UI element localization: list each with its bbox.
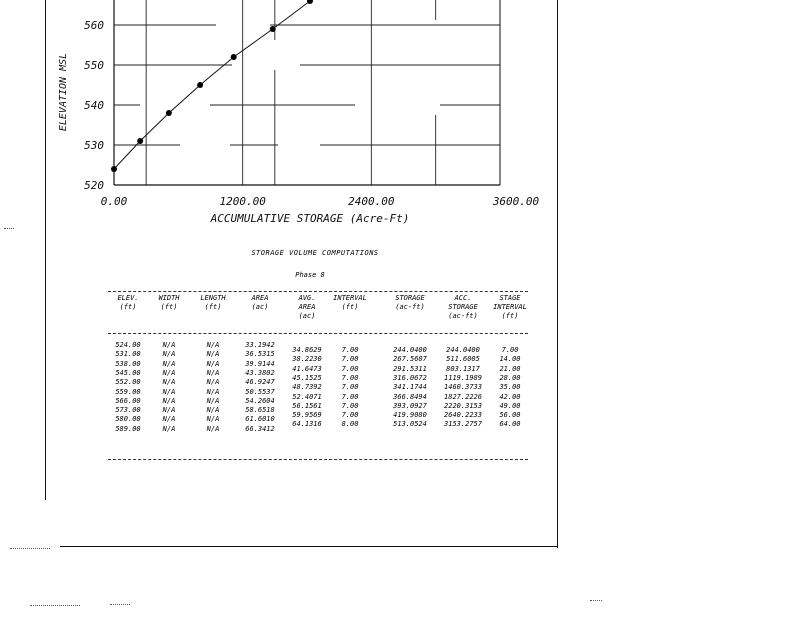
table-header-cell: STAGE INTERVAL (ft) bbox=[493, 294, 527, 320]
table-cell: 43.3802 bbox=[245, 368, 275, 377]
y-axis-label: ELEVATION MSL bbox=[58, 52, 69, 132]
table-cell: 7.00 bbox=[341, 383, 359, 392]
table-cell: 545.00 bbox=[115, 368, 141, 377]
table-cell: 52.4071 bbox=[292, 392, 322, 401]
table-cell: 66.3412 bbox=[245, 424, 275, 433]
table-cell: 419.9080 bbox=[393, 411, 427, 420]
scan-artifact bbox=[590, 600, 602, 601]
table-cell: 46.9247 bbox=[245, 378, 275, 387]
table-cell: 1827.2226 bbox=[444, 392, 482, 401]
table-cell: 49.00 bbox=[499, 401, 521, 410]
data-point bbox=[197, 82, 203, 88]
table-cell: 64.00 bbox=[499, 420, 521, 429]
page-frame-bottom bbox=[60, 546, 558, 547]
table-cell: 58.6518 bbox=[245, 406, 275, 415]
table-cell: N/A bbox=[206, 387, 220, 396]
table-cell: N/A bbox=[162, 341, 176, 349]
chart-ticks bbox=[84, 19, 539, 208]
table-cell: 589.00 bbox=[115, 424, 141, 433]
table-cell: 28.00 bbox=[499, 373, 521, 382]
table-cell: 50.5537 bbox=[245, 387, 275, 396]
table-cell: N/A bbox=[162, 406, 176, 415]
table-cell: 7.00 bbox=[341, 401, 359, 410]
table-cell: 3153.2757 bbox=[444, 420, 482, 429]
table-cell: 8.00 bbox=[341, 420, 359, 429]
table-cell: N/A bbox=[162, 396, 176, 405]
table-cell: 35.00 bbox=[499, 383, 521, 392]
table-cell: 513.0524 bbox=[393, 420, 427, 429]
x-tick-label: 0.00 bbox=[100, 195, 128, 208]
table-cell: N/A bbox=[162, 387, 176, 396]
scan-artifact bbox=[110, 604, 130, 605]
data-point bbox=[307, 0, 313, 4]
table-cell: 244.0400 bbox=[393, 346, 427, 354]
table-cell: 61.6010 bbox=[245, 415, 275, 424]
table-cell: 7.00 bbox=[341, 373, 359, 382]
table-cell: N/A bbox=[162, 368, 176, 377]
y-tick-label: 550 bbox=[84, 59, 104, 72]
table-bottom-rule bbox=[108, 459, 528, 460]
table-cell: N/A bbox=[206, 368, 220, 377]
table-cell: 56.00 bbox=[499, 411, 521, 420]
table-cell: 39.9144 bbox=[245, 359, 275, 368]
table-header-cell: LENGTH (ft) bbox=[200, 294, 226, 311]
table-cell: N/A bbox=[206, 359, 220, 368]
table-header-cell: ACC. STORAGE (ac-ft) bbox=[448, 294, 478, 320]
table-cell: N/A bbox=[206, 378, 220, 387]
table-cell: 1460.3733 bbox=[444, 383, 482, 392]
y-tick-label: 540 bbox=[84, 99, 104, 112]
table-cell: 34.8629 bbox=[292, 346, 322, 354]
data-point bbox=[137, 138, 143, 144]
table-title: STORAGE VOLUME COMPUTATIONS bbox=[251, 249, 379, 257]
table-cell: 42.00 bbox=[499, 392, 521, 401]
table-cell: 2220.3153 bbox=[444, 401, 482, 410]
x-tick-label: 1200.00 bbox=[219, 195, 266, 208]
table-cell: N/A bbox=[206, 415, 220, 424]
table-cell: 803.1317 bbox=[446, 364, 480, 373]
table-cell: 45.1525 bbox=[292, 373, 322, 382]
elevation-storage-chart bbox=[0, 0, 800, 240]
data-point bbox=[270, 26, 276, 32]
table-cell: 7.00 bbox=[341, 346, 359, 354]
scan-artifact bbox=[10, 548, 50, 549]
data-point bbox=[166, 110, 172, 116]
table-cell: N/A bbox=[206, 424, 220, 433]
table-cell: 316.0672 bbox=[393, 373, 427, 382]
table-cell: N/A bbox=[206, 396, 220, 405]
table-header-rule bbox=[108, 333, 528, 334]
table-cell: 21.00 bbox=[499, 364, 521, 373]
chart-axes bbox=[114, 0, 500, 185]
page-frame-right bbox=[557, 0, 558, 548]
table-header-cell: AVG. AREA (ac) bbox=[298, 294, 316, 320]
data-point bbox=[111, 166, 117, 172]
table-cell: 7.00 bbox=[341, 392, 359, 401]
table-cell: 559.00 bbox=[115, 387, 141, 396]
table-cell: 7.00 bbox=[341, 411, 359, 420]
table-cell: 552.00 bbox=[115, 378, 141, 387]
scan-artifact bbox=[4, 228, 14, 229]
table-cell: N/A bbox=[206, 341, 220, 349]
table-cell: 341.1744 bbox=[393, 383, 427, 392]
table-cell: 41.6473 bbox=[292, 364, 322, 373]
table-header-cell: INTERVAL (ft) bbox=[333, 294, 367, 311]
table-cell: 14.00 bbox=[499, 355, 521, 364]
table-cell: 393.0927 bbox=[393, 401, 427, 410]
table-cell: 580.00 bbox=[115, 415, 141, 424]
x-axis-label: ACCUMULATIVE STORAGE (Acre-Ft) bbox=[210, 212, 410, 225]
x-tick-label: 2400.00 bbox=[348, 195, 395, 208]
table-cell: N/A bbox=[162, 415, 176, 424]
scan-artifact bbox=[30, 605, 80, 606]
table-cell: 54.2604 bbox=[245, 396, 275, 405]
table-cell: 1119.1989 bbox=[444, 373, 482, 382]
chart-grid bbox=[114, 0, 500, 185]
table-cell: 7.00 bbox=[341, 355, 359, 364]
table-cell: 64.1316 bbox=[292, 420, 322, 429]
table-cell: 244.0400 bbox=[446, 346, 480, 354]
page-frame-left bbox=[45, 0, 46, 500]
y-tick-label: 530 bbox=[84, 139, 104, 152]
table-cell: N/A bbox=[162, 424, 176, 433]
table-cell: 573.00 bbox=[115, 406, 141, 415]
table-top-rule bbox=[108, 291, 528, 292]
table-cell: 56.1561 bbox=[292, 401, 322, 410]
table-cell: N/A bbox=[206, 350, 220, 359]
table-cell: 291.5311 bbox=[393, 364, 427, 373]
data-point bbox=[231, 54, 237, 60]
table-cell: 566.00 bbox=[115, 396, 141, 405]
x-tick-label: 3600.00 bbox=[492, 195, 540, 208]
table-cell: 2640.2233 bbox=[444, 411, 482, 420]
table-cell: 38.2230 bbox=[292, 355, 322, 364]
table-cell: 59.9569 bbox=[292, 411, 322, 420]
table-cell: 511.6005 bbox=[446, 355, 480, 364]
table-cell: N/A bbox=[162, 350, 176, 359]
table-cell: 366.8494 bbox=[393, 392, 427, 401]
table-cell: 7.00 bbox=[341, 364, 359, 373]
table-header-cell: AREA (ac) bbox=[251, 294, 269, 311]
table-cell: N/A bbox=[206, 406, 220, 415]
table-cell: N/A bbox=[162, 359, 176, 368]
table-header-cell: STORAGE (ac-ft) bbox=[395, 294, 425, 311]
table-header-cell: ELEV. (ft) bbox=[117, 294, 139, 311]
y-tick-label: 560 bbox=[84, 19, 104, 32]
chart-series bbox=[111, 0, 397, 172]
table-cell: 538.00 bbox=[115, 359, 141, 368]
table-subtitle: Phase 8 bbox=[295, 271, 325, 279]
table-cell: 267.5607 bbox=[393, 355, 427, 364]
table-header-cell: WIDTH (ft) bbox=[158, 294, 180, 311]
table-cell: 524.00 bbox=[115, 341, 141, 349]
table-cell: 531.00 bbox=[115, 350, 141, 359]
table-cell: 7.00 bbox=[501, 346, 519, 354]
table-cell: 48.7392 bbox=[292, 383, 322, 392]
table-cell: 36.5315 bbox=[245, 350, 275, 359]
table-cell: 33.1942 bbox=[245, 341, 275, 349]
y-tick-label: 520 bbox=[84, 179, 104, 192]
table-cell: N/A bbox=[162, 378, 176, 387]
